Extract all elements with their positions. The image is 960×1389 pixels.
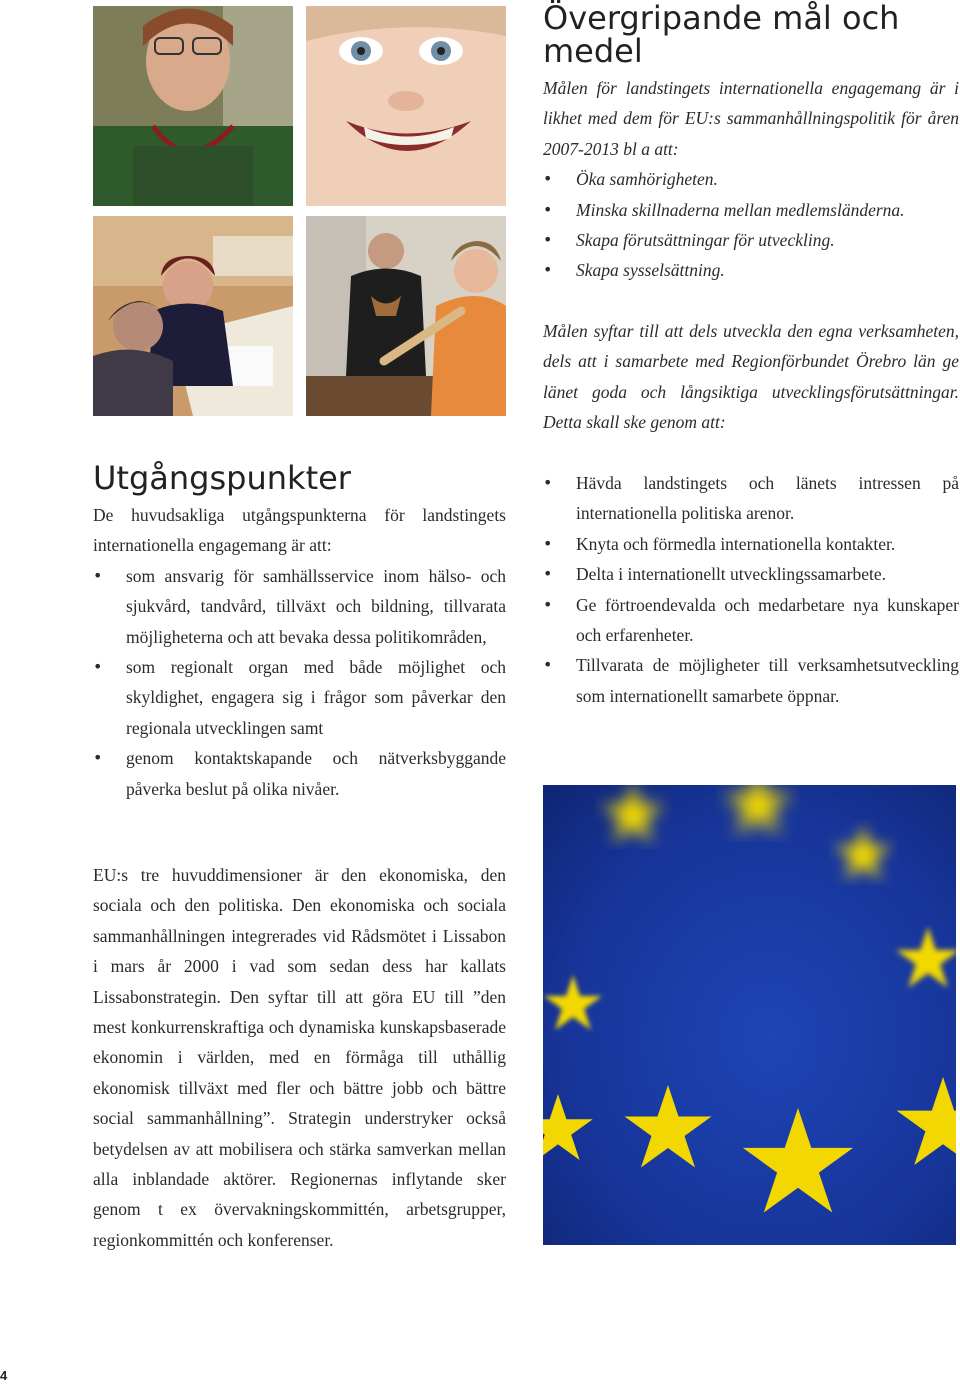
goals-intro: Målen för landstingets internationella engagemang är i likhet med dem för EU:s sammanhållningspolitik för åren 2007-2013 bl a att:	[543, 78, 959, 159]
starting-points-block	[93, 500, 506, 804]
list-item: • Skapa förutsättningar för utveckling.	[543, 225, 959, 255]
list-item: • Delta i internationellt utvecklingssamarbete.	[543, 559, 959, 589]
list-item: • som regionalt organ med både möjlighet och skyldighet, engagera sig i frågor som påverkar den regionala utvecklingen samt	[93, 652, 506, 743]
goals-list	[543, 164, 959, 286]
list-item: • Ge förtroendevalda och medarbetare nya kunskaper och erfarenheter.	[543, 590, 959, 651]
aims-paragraph: Målen syftar till att dels utveckla den egna verksamheten, dels att i samarbete med Regionförbundet Örebro län ge länet goda och långsiktiga utvecklingsförutsättningar. Detta skall ske genom att:	[543, 321, 959, 433]
child-photo	[306, 6, 506, 206]
starting-points-intro: De huvudsakliga utgångspunkterna för landstingets internationella engagemang är att:	[93, 505, 506, 556]
list-item: • Tillvarata de möjligheter till verksamhetsutveckling som internationellt samarbete öppnar.	[543, 650, 959, 711]
classroom-photo	[93, 216, 293, 416]
list-item: • Knyta och förmedla internationella kontakter.	[543, 529, 959, 559]
actions-list	[543, 468, 959, 711]
nurse-photo	[93, 6, 293, 206]
list-item: • Skapa sysselsättning.	[543, 255, 959, 285]
list-item: • Hävda landstingets och länets intressen på internationella politiska arenor.	[543, 468, 959, 529]
section-heading-goals: Övergripande mål och medel	[543, 0, 900, 70]
list-item: • Minska skillnaderna mellan medlemsländerna.	[543, 195, 959, 225]
page-number: 4	[0, 1368, 8, 1383]
list-item: • som ansvarig för samhällsservice inom hälso- och sjukvård, tandvård, tillväxt och bildning, tillvarata möjligheterna och att bevaka dessa politikområden,	[93, 561, 506, 652]
starting-points-list	[93, 561, 506, 804]
section-heading-starting-points: Utgångspunkter	[93, 459, 351, 497]
list-item: • Öka samhörigheten.	[543, 164, 959, 194]
eu-flag-photo	[543, 785, 956, 1245]
list-item: • genom kontaktskapande och nätverksbyggande påverka beslut på olika nivåer.	[93, 743, 506, 804]
music-lesson-photo	[306, 216, 506, 416]
eu-dimensions-paragraph: EU:s tre huvuddimensioner är den ekonomiska, den sociala och den politiska. Den ekonomiska och sociala sammanhållningen integrerades vid Rådsmötet i Lissabon i mars år 2000 i vad som sedan dess har kallats Lissabonstrategin. Den syftar till att göra EU till ”den mest konkurrenskraftiga och dynamiska kunskapsbaserade ekonomin i världen, med en förmåga till uthållig ekonomisk tillväxt med fler och bättre jobb och bättre social sammanhållning”. Strategin understryker också betydelsen av att mobilisera och stärka samverkan mellan alla inblandade aktörer. Regionernas inflytande sker genom t ex övervakningskommittén, arbetsgrupper, regionkommittén och konferenser.	[93, 865, 506, 1250]
goals-block	[543, 73, 959, 286]
